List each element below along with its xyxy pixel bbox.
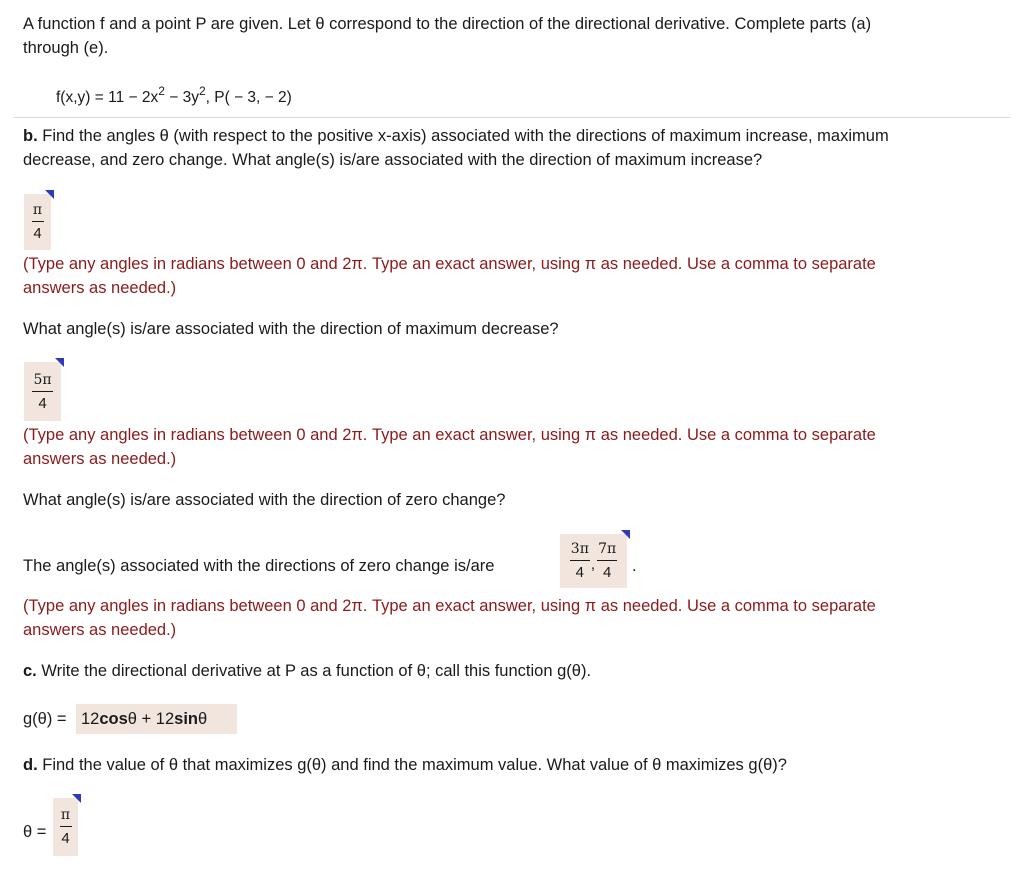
theta-label: θ = <box>23 823 47 841</box>
fraction-7pi-over-4: $\frac{7\pi}{4}$ <box>598 541 617 581</box>
question-max-decrease: What angle(s) is/are associated with the direction of maximum decrease? <box>23 320 559 338</box>
hint-text-line2: answers as needed.) <box>23 279 177 297</box>
function-definition: $f(x,y) = 11 - 2x^2 - 3y^2$, P( − 3, − 2) <box>56 83 292 106</box>
answer-box-zero-change[interactable]: $\frac{3\pi}{4}$ , $\frac{7\pi}{4}$ <box>560 534 627 588</box>
intro-text-line1: A function f and a point P are given. Let θ correspond to the direction of the directional derivative. Complete parts (a) <box>23 15 872 33</box>
hint-text-line2: answers as needed.) <box>23 621 177 639</box>
part-c-question: c. Write the directional derivative at P as a function of θ; call this function g(θ). <box>23 662 592 680</box>
question-zero-change: What angle(s) is/are associated with the direction of zero change? <box>23 491 506 509</box>
answer-box-max-decrease[interactable] <box>24 362 61 421</box>
hint-text-line1: (Type any angles in radians between 0 and 2π. Type an exact answer, using π as needed. Use a comma to separate <box>23 255 876 273</box>
answer-box-g-theta[interactable]: 12 cos θ + 12 sin θ <box>76 704 237 734</box>
part-b-question-line1: b. Find the angles θ (with respect to the positive x-axis) associated with the directions of maximum increase, maximum <box>23 127 889 145</box>
g-theta-label: g(θ) = <box>23 710 67 728</box>
fraction-3pi-over-4: $\frac{3\pi}{4}$ <box>570 541 589 581</box>
part-b-question-line2: decrease, and zero change. What angle(s) is/are associated with the direction of maximum increase? <box>23 151 763 169</box>
answer-corner-marker-icon <box>621 530 630 539</box>
hint-text-line1: (Type any angles in radians between 0 and 2π. Type an exact answer, using π as needed. Use a comma to separate <box>23 597 876 615</box>
zero-change-statement: The angle(s) associated with the directions of zero change is/are <box>23 557 495 575</box>
part-d-question: d. Find the value of θ that maximizes g(θ) and find the maximum value. What value of θ maximizes g(θ)? <box>23 756 787 774</box>
intro-text-line2: through (e). <box>23 39 109 57</box>
fraction-pi-over-4: $\frac{\pi}{4}$ <box>32 202 43 242</box>
answer-corner-marker-icon <box>72 794 81 803</box>
fraction-5pi-over-4: $\frac{5\pi}{4}$ <box>33 371 52 412</box>
answer-box-max-increase[interactable] <box>24 194 51 250</box>
answer-corner-marker-icon <box>55 358 64 367</box>
hint-text-line2: answers as needed.) <box>23 450 177 468</box>
section-divider <box>14 117 1010 118</box>
fraction-pi-over-4: $\frac{\pi}{4}$ <box>60 807 71 847</box>
answer-corner-marker-icon <box>45 190 54 199</box>
answer-box-theta-max[interactable] <box>53 798 78 856</box>
hint-text-line1: (Type any angles in radians between 0 and 2π. Type an exact answer, using π as needed. Use a comma to separate <box>23 426 876 444</box>
zero-change-period: . <box>632 557 637 575</box>
